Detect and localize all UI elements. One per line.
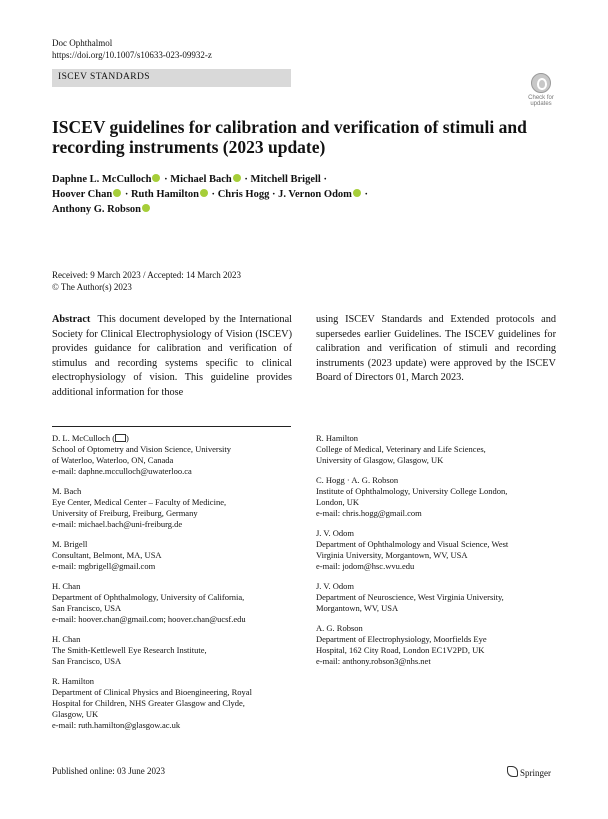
abstract-text-left: This document developed by the International Society for Clinical Electrophysiology of Vision (ISCEV) provides guidance for calibration and verification of stimulus and recording systems specific to clinical electrophysiology of vision. This guideline provides additional information for those xyxy=(52,314,293,398)
affiliation-block xyxy=(316,623,561,667)
affiliation-line: Department of Ophthalmology and Visual Science, West xyxy=(316,539,509,549)
affiliation-author: J. V. Odom xyxy=(316,581,354,591)
affiliation-author: H. Chan xyxy=(52,581,81,591)
category-label: ISCEV STANDARDS xyxy=(58,72,150,82)
doi-link[interactable]: https://doi.org/10.1007/s10633-023-09932-z xyxy=(52,50,212,60)
author[interactable]: Mitchell Brigell xyxy=(250,174,321,185)
affiliation-line: College of Medical, Veterinary and Life Sciences, xyxy=(316,444,486,454)
affiliation-line: Glasgow, UK xyxy=(52,709,99,719)
publisher-name: Springer xyxy=(520,768,551,778)
affiliation-email[interactable]: e-mail: chris.hogg@gmail.com xyxy=(316,508,422,518)
affiliation-author: M. Brigell xyxy=(52,539,88,549)
publisher-logo xyxy=(507,766,551,778)
affiliation-email[interactable]: e-mail: mgbrigell@gmail.com xyxy=(52,561,156,571)
affiliation-line: Department of Ophthalmology, University of California, xyxy=(52,592,245,602)
orcid-icon[interactable] xyxy=(113,189,121,197)
affiliation-line: University of Glasgow, Glasgow, UK xyxy=(316,455,444,465)
affiliation-line: Department of Electrophysiology, Moorfields Eye xyxy=(316,634,487,644)
affiliation-block xyxy=(52,539,297,572)
affiliation-block xyxy=(316,581,561,614)
affiliation-email[interactable]: e-mail: hoover.chan@gmail.com; hoover.chan@ucsf.edu xyxy=(52,614,246,624)
author[interactable]: Daphne L. McCulloch xyxy=(52,174,152,185)
article-title: ISCEV guidelines for calibration and verification of stimuli and recording instruments (2023 update) xyxy=(52,117,527,157)
affiliation-line: Department of Clinical Physics and Bioengineering, Royal xyxy=(52,687,252,697)
affiliation-line: University of Freiburg, Freiburg, Germany xyxy=(52,508,198,518)
affiliation-block xyxy=(52,433,297,477)
affiliations-left xyxy=(52,433,297,740)
affiliation-line: Virginia University, Morgantown, WV, USA xyxy=(316,550,468,560)
check-for-updates-badge[interactable] xyxy=(526,73,556,107)
springer-horse-icon xyxy=(507,766,518,777)
affiliation-line: The Smith-Kettlewell Eye Research Institute, xyxy=(52,645,207,655)
affiliation-line: San Francisco, USA xyxy=(52,603,122,613)
affiliation-block xyxy=(52,676,297,731)
author[interactable]: Hoover Chan xyxy=(52,189,113,200)
copyright: © The Author(s) 2023 xyxy=(52,281,132,292)
affiliation-block xyxy=(52,486,297,530)
orcid-icon[interactable] xyxy=(142,204,150,212)
check-for-updates-icon xyxy=(531,73,551,93)
check-for-updates-label: Check for updates xyxy=(528,95,554,107)
affiliation-line: School of Optometry and Vision Science, University xyxy=(52,444,231,454)
running-header xyxy=(52,37,212,61)
affiliation-block xyxy=(52,581,297,625)
affiliation-email[interactable]: e-mail: ruth.hamilton@glasgow.ac.uk xyxy=(52,720,181,730)
affiliation-line: Consultant, Belmont, MA, USA xyxy=(52,550,162,560)
affiliation-line: Hospital for Children, NHS Greater Glasgow and Clyde, xyxy=(52,698,245,708)
orcid-icon[interactable] xyxy=(200,189,208,197)
author[interactable]: Michael Bach xyxy=(170,174,232,185)
affiliation-email[interactable]: e-mail: michael.bach@uni-freiburg.de xyxy=(52,519,183,529)
affiliation-block xyxy=(316,475,561,519)
affiliation-line: Institute of Ophthalmology, University College London, xyxy=(316,486,508,496)
affiliation-line: Department of Neuroscience, West Virginia University, xyxy=(316,592,504,602)
author[interactable]: J. Vernon Odom xyxy=(278,189,352,200)
orcid-icon[interactable] xyxy=(353,189,361,197)
affiliation-line: London, UK xyxy=(316,497,359,507)
affiliation-line: Eye Center, Medical Center – Faculty of Medicine, xyxy=(52,497,227,507)
affiliation-email[interactable]: e-mail: anthony.robson3@nhs.net xyxy=(316,656,431,666)
affiliation-line: of Waterloo, Waterloo, ON, Canada xyxy=(52,455,174,465)
affiliation-author: D. L. McCulloch ( ) xyxy=(52,433,129,443)
affiliation-line: Morgantown, WV, USA xyxy=(316,603,399,613)
article-dates xyxy=(52,270,241,293)
affiliation-author: R. Hamilton xyxy=(316,433,359,443)
email-icon[interactable] xyxy=(115,434,126,442)
journal-name: Doc Ophthalmol xyxy=(52,38,113,48)
affiliation-author: J. V. Odom xyxy=(316,528,354,538)
author[interactable]: Anthony G. Robson xyxy=(52,204,141,215)
received-accepted: Received: 9 March 2023 / Accepted: 14 March 2023 xyxy=(52,270,241,280)
affiliation-line: San Francisco, USA xyxy=(52,656,122,666)
orcid-icon[interactable] xyxy=(233,174,241,182)
affiliation-author: A. G. Robson xyxy=(316,623,363,633)
abstract-right: using ISCEV Standards and Extended protocols and supersedes earlier Guidelines. The ISCEV guidelines for calibration and verification of stimuli and recording instruments (2023 update) were approved by the ISCEV Board of Directors 01, March 2023. xyxy=(316,314,556,384)
affiliation-author: C. Hogg · A. G. Robson xyxy=(316,475,399,485)
affiliation-email[interactable]: e-mail: daphne.mcculloch@uwaterloo.ca xyxy=(52,466,192,476)
orcid-icon[interactable] xyxy=(152,174,160,182)
abstract-left xyxy=(52,313,292,401)
affiliation-block xyxy=(52,634,297,667)
affiliation-email[interactable]: e-mail: jodom@hsc.wvu.edu xyxy=(316,561,415,571)
affiliations-right xyxy=(316,433,561,676)
abstract-label: Abstract xyxy=(52,314,91,325)
affiliation-author: M. Bach xyxy=(52,486,82,496)
affiliation-author: R. Hamilton xyxy=(52,676,95,686)
affiliation-block xyxy=(316,433,561,466)
category-band xyxy=(52,69,291,87)
author-list: Daphne L. McCulloch · Michael Bach · Mitchell Brigell · Hoover Chan · Ruth Hamilton · Chris Hogg · J. Vernon Odom · Anthony G. Robson xyxy=(52,174,369,215)
affiliation-line: Hospital, 162 City Road, London EC1V2PD, UK xyxy=(316,645,485,655)
affiliation-author: H. Chan xyxy=(52,634,81,644)
published-online: Published online: 03 June 2023 xyxy=(52,766,165,776)
divider xyxy=(52,426,291,427)
author[interactable]: Chris Hogg xyxy=(217,189,270,200)
author[interactable]: Ruth Hamilton xyxy=(130,189,199,200)
affiliation-block xyxy=(316,528,561,572)
